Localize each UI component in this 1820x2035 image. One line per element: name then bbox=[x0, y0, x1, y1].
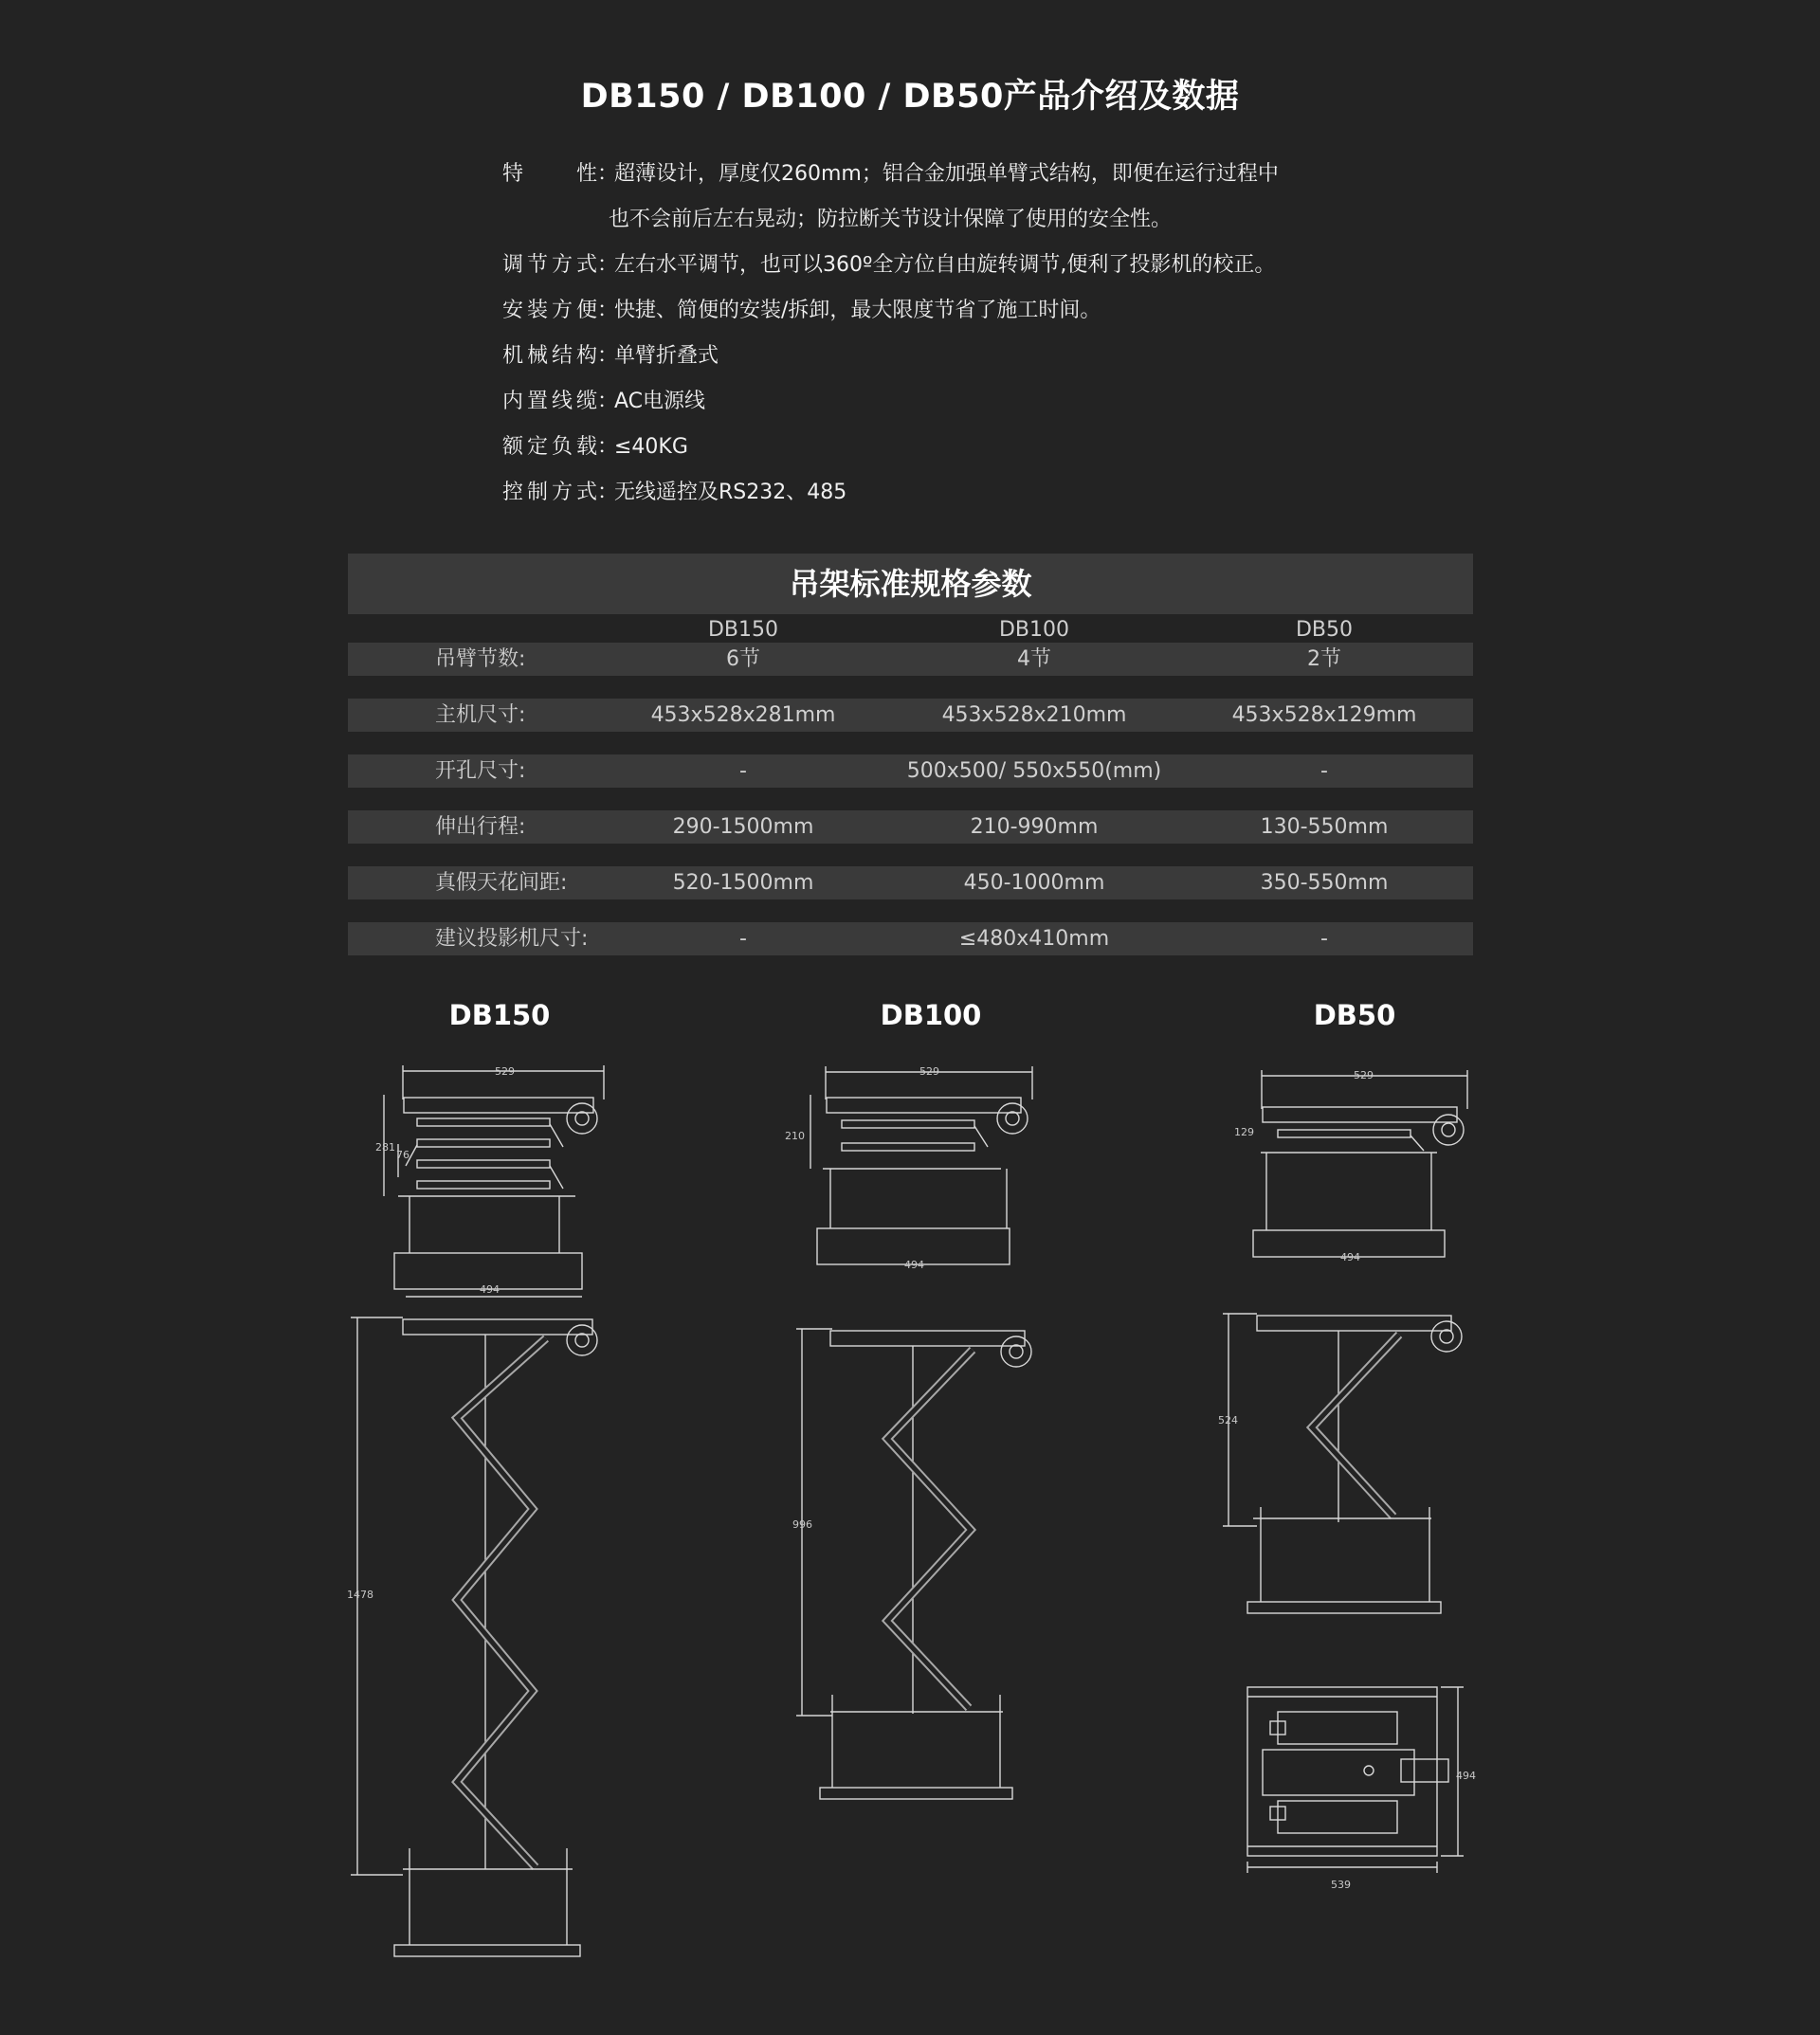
db100-width-dim: 529 bbox=[919, 1065, 939, 1078]
drawing-title-db50: DB50 bbox=[1313, 999, 1396, 1031]
db100-extended-drawing bbox=[796, 1329, 1031, 1799]
spec-cell: 520-1500mm bbox=[672, 871, 814, 895]
spec-cell: - bbox=[1320, 759, 1328, 783]
db50-width-dim: 529 bbox=[1354, 1069, 1374, 1081]
feature-label: 额定负载 bbox=[502, 435, 597, 459]
db50-extended-drawing bbox=[1223, 1314, 1462, 1613]
feature-label: 控制方式 bbox=[502, 481, 597, 504]
db150-height-dim: 281 bbox=[375, 1141, 395, 1154]
feature-item: 控制方式 ： 无线遥控及RS232、485 bbox=[502, 470, 1279, 516]
db100-extended-dim: 996 bbox=[792, 1518, 812, 1531]
feature-item: 内置线缆 ： AC电源线 bbox=[502, 379, 1279, 425]
db150-section-dim: 76 bbox=[396, 1149, 410, 1161]
spec-cell: 290-1500mm bbox=[672, 815, 814, 839]
feature-value: AC电源线 bbox=[614, 390, 706, 413]
spec-column-header: DB50 bbox=[1295, 618, 1354, 642]
spec-cell: 2节 bbox=[1307, 647, 1341, 671]
db150-base-dim: 494 bbox=[480, 1283, 500, 1296]
spec-cell: 453x528x210mm bbox=[941, 703, 1127, 727]
feature-value: 左右水平调节，也可以360º全方位自由旋转调节,便利了投影机的校正。 bbox=[614, 253, 1276, 277]
spec-cell: 130-550mm bbox=[1260, 815, 1389, 839]
spec-cell: 450-1000mm bbox=[963, 871, 1105, 895]
feature-label: 安装方便 bbox=[502, 299, 597, 322]
feature-value: 快捷、简便的安装/拆卸，最大限度节省了施工时间。 bbox=[614, 299, 1101, 322]
spec-row-label: 建议投影机尺寸: bbox=[435, 927, 589, 951]
feature-item: 调节方式 ： 左右水平调节，也可以360º全方位自由旋转调节,便利了投影机的校正。 bbox=[502, 243, 1279, 288]
drawing-title-db150: DB150 bbox=[448, 999, 551, 1031]
spec-cell: ≤480x410mm bbox=[958, 927, 1110, 951]
spec-cell: 210-990mm bbox=[970, 815, 1099, 839]
spec-cell: 4节 bbox=[1017, 647, 1051, 671]
feature-item: 机械结构 ： 单臂折叠式 bbox=[502, 334, 1279, 379]
db50-height-dim: 129 bbox=[1234, 1126, 1254, 1138]
db150-width-dim: 529 bbox=[495, 1065, 515, 1078]
spec-cell: - bbox=[739, 759, 747, 783]
feature-value: ≤40KG bbox=[614, 435, 688, 459]
feature-value: 无线遥控及RS232、485 bbox=[614, 481, 847, 504]
spec-row-label: 开孔尺寸: bbox=[435, 759, 526, 783]
db100-base-dim: 494 bbox=[904, 1259, 924, 1271]
db100-folded-drawing bbox=[810, 1066, 1032, 1264]
top-view-depth-dim: 494 bbox=[1456, 1770, 1476, 1782]
spec-cell: 500x500/ 550x550(mm) bbox=[906, 759, 1162, 783]
spec-row-label: 吊臂节数: bbox=[435, 647, 526, 671]
feature-value: 也不会前后左右晃动；防拉断关节设计保障了使用的安全性。 bbox=[609, 208, 1173, 231]
spec-column-header: DB150 bbox=[707, 618, 779, 642]
feature-label: 内置线缆 bbox=[502, 390, 597, 413]
spec-cell: 350-550mm bbox=[1260, 871, 1389, 895]
feature-label: 特性 bbox=[502, 162, 597, 186]
spec-cell: - bbox=[739, 927, 747, 951]
feature-value: 单臂折叠式 bbox=[614, 344, 719, 368]
feature-item: 额定负载 ： ≤40KG bbox=[502, 425, 1279, 470]
spec-cell: 453x528x281mm bbox=[650, 703, 836, 727]
db50-folded-drawing bbox=[1253, 1070, 1467, 1257]
db150-extended-drawing bbox=[351, 1317, 597, 1956]
spec-row-label: 伸出行程: bbox=[435, 815, 526, 839]
spec-cell: - bbox=[1320, 927, 1328, 951]
db50-base-dim: 494 bbox=[1340, 1251, 1360, 1263]
spec-row-label: 真假天花间距: bbox=[435, 871, 568, 895]
top-view-width-dim: 539 bbox=[1331, 1879, 1351, 1891]
db100-height-dim: 210 bbox=[785, 1130, 805, 1142]
feature-value: 超薄设计，厚度仅260mm；铝合金加强单臂式结构，即便在运行过程中 bbox=[614, 162, 1279, 186]
page-title: DB150 / DB100 / DB50产品介绍及数据 bbox=[580, 78, 1240, 116]
db50-extended-dim: 524 bbox=[1218, 1414, 1238, 1426]
spec-table-title: 吊架标准规格参数 bbox=[348, 554, 1473, 614]
top-view-drawing bbox=[1247, 1687, 1464, 1873]
drawing-title-db100: DB100 bbox=[880, 999, 982, 1031]
db150-folded-drawing bbox=[384, 1065, 604, 1297]
spec-column-header: DB100 bbox=[998, 618, 1070, 642]
db150-extended-dim: 1478 bbox=[347, 1589, 373, 1601]
spec-cell: 6节 bbox=[726, 647, 760, 671]
feature-item: 安装方便 ： 快捷、简便的安装/拆卸，最大限度节省了施工时间。 bbox=[502, 288, 1279, 334]
spec-cell: 453x528x129mm bbox=[1231, 703, 1417, 727]
feature-label: 机械结构 bbox=[502, 344, 597, 368]
feature-label: 调节方式 bbox=[502, 253, 597, 277]
spec-row-label: 主机尺寸: bbox=[435, 703, 526, 727]
feature-item: 特性 ： 超薄设计，厚度仅260mm；铝合金加强单臂式结构，即便在运行过程中 bbox=[502, 152, 1279, 197]
